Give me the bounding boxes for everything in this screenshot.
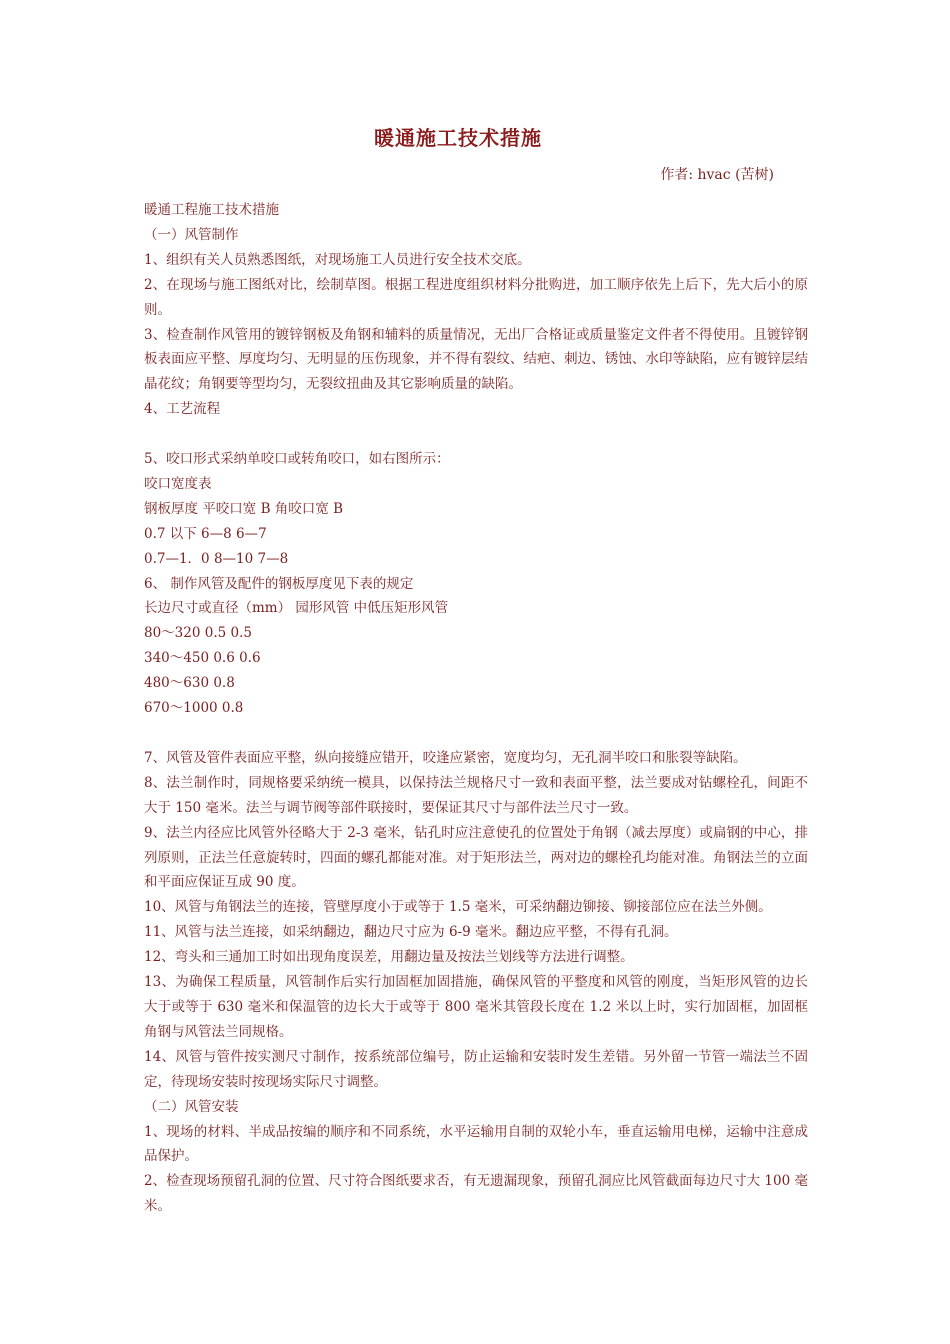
- table-line: 0.7 以下 6—8 6—7: [144, 525, 267, 542]
- paragraph: 暖通工程施工技术措施: [144, 202, 279, 218]
- paragraph: 3、检查制作风管用的镀锌钢板及角钢和辅料的质量情况，无出厂合格证或质量鉴定文件者不得使用。且镀锌钢板表面应平整、厚度均匀、无明显的压伤现象，并不得有裂纹、结疤、刺边、锈蚀、水印等缺陷，应有镀锌层结晶花纹；角钢要等型均匀，无裂纹扭曲及其它影响质量的缺陷。: [144, 326, 808, 393]
- paragraph: 2、在现场与施工图纸对比，绘制草图。根据工程进度组织材料分批购进，加工顺序依先上后下，先大后小的原则。: [144, 276, 808, 318]
- paragraph: 8、法兰制作时，同规格要采纳统一模具，以保持法兰规格尺寸一致和表面平整，法兰要成对钻螺栓孔，间距不大于 150 毫米。法兰与调节阀等部件联接时，要保证其尺寸与部件法兰尺寸一致。: [144, 774, 808, 816]
- paragraph: 11、风管与法兰连接，如采纳翻边，翻边尺寸应为 6-9 毫米。翻边应平整，不得有孔洞。: [144, 924, 678, 941]
- paragraph: 4、工艺流程: [144, 401, 221, 418]
- blank-line: [144, 422, 808, 447]
- paragraph: 1、组织有关人员熟悉图纸，对现场施工人员进行安全技术交底。: [144, 251, 531, 268]
- paragraph: 10、风管与角钢法兰的连接，管壁厚度小于或等于 1.5 毫米，可采纳翻边铆接、铆接部位应在法兰外侧。: [144, 899, 772, 916]
- paragraph: 2、检查现场预留孔洞的位置、尺寸符合图纸要求否，有无遗漏现象，预留孔洞应比风管截面每边尺寸大 100 毫米。: [144, 1173, 808, 1215]
- paragraph: 1、现场的材料、半成品按编的顺序和不同系统，水平运输用自制的双轮小车，垂直运输用电梯，运输中注意成品保护。: [144, 1123, 808, 1165]
- paragraph: 13、为确保工程质量，风管制作后实行加固框加固措施，确保风管的平整度和风管的刚度，当矩形风管的边长大于或等于 630 毫米和保温管的边长大于或等于 800 毫米其管段长度在 1.2 米以上时，实行加固框，加固框角钢与风管法兰同规格。: [144, 974, 808, 1040]
- table-line: 670～1000 0.8: [144, 700, 244, 717]
- table-caption: 咬口宽度表: [144, 475, 212, 492]
- document-body: [144, 198, 808, 1219]
- section-heading: （二）风管安装: [144, 1098, 239, 1115]
- table-line: 长边尺寸或直径（mm） 园形风管 中低压矩形风管: [144, 600, 449, 617]
- table-line: 钢板厚度 平咬口宽 B 角咬口宽 B: [144, 500, 344, 517]
- paragraph: 6、 制作风管及配件的钢板厚度见下表的规定: [144, 575, 414, 592]
- table-line: 340～450 0.6 0.6: [144, 650, 261, 667]
- blank-line: [144, 721, 808, 746]
- section-heading: （一）风管制作: [144, 226, 239, 243]
- paragraph: 5、咬口形式采纳单咬口或转角咬口，如右图所示：: [144, 451, 450, 468]
- table-line: 80～320 0.5 0.5: [144, 625, 252, 642]
- author-line: 作者: hvac (苦树): [660, 167, 774, 183]
- document-title: 暖通施工技术措施: [374, 126, 542, 150]
- table-line: 0.7—1．0 8—10 7—8: [144, 550, 289, 567]
- paragraph: 7、风管及管件表面应平整，纵向接缝应错开，咬逢应紧密，宽度均匀，无孔洞半咬口和胀裂等缺陷。: [144, 749, 747, 766]
- paragraph: 9、法兰内径应比风管外径略大于 2-3 毫米，钻孔时应注意使孔的位置处于角钢（减去厚度）或扁钢的中心，排列原则，正法兰任意旋转时，四面的螺孔都能对准。对于矩形法兰，两对边的螺栓孔均能对准。角钢法兰的立面和平面应保证互成 90 度。: [144, 824, 808, 891]
- table-line: 480～630 0.8: [144, 675, 235, 692]
- paragraph: 14、风管与管件按实测尺寸制作，按系统部位编号，防止运输和安装时发生差错。另外留一节管一端法兰不固定，待现场安装时按现场实际尺寸调整。: [144, 1048, 808, 1090]
- paragraph: 12、弯头和三通加工时如出现角度误差，用翻边量及按法兰划线等方法进行调整。: [144, 949, 634, 966]
